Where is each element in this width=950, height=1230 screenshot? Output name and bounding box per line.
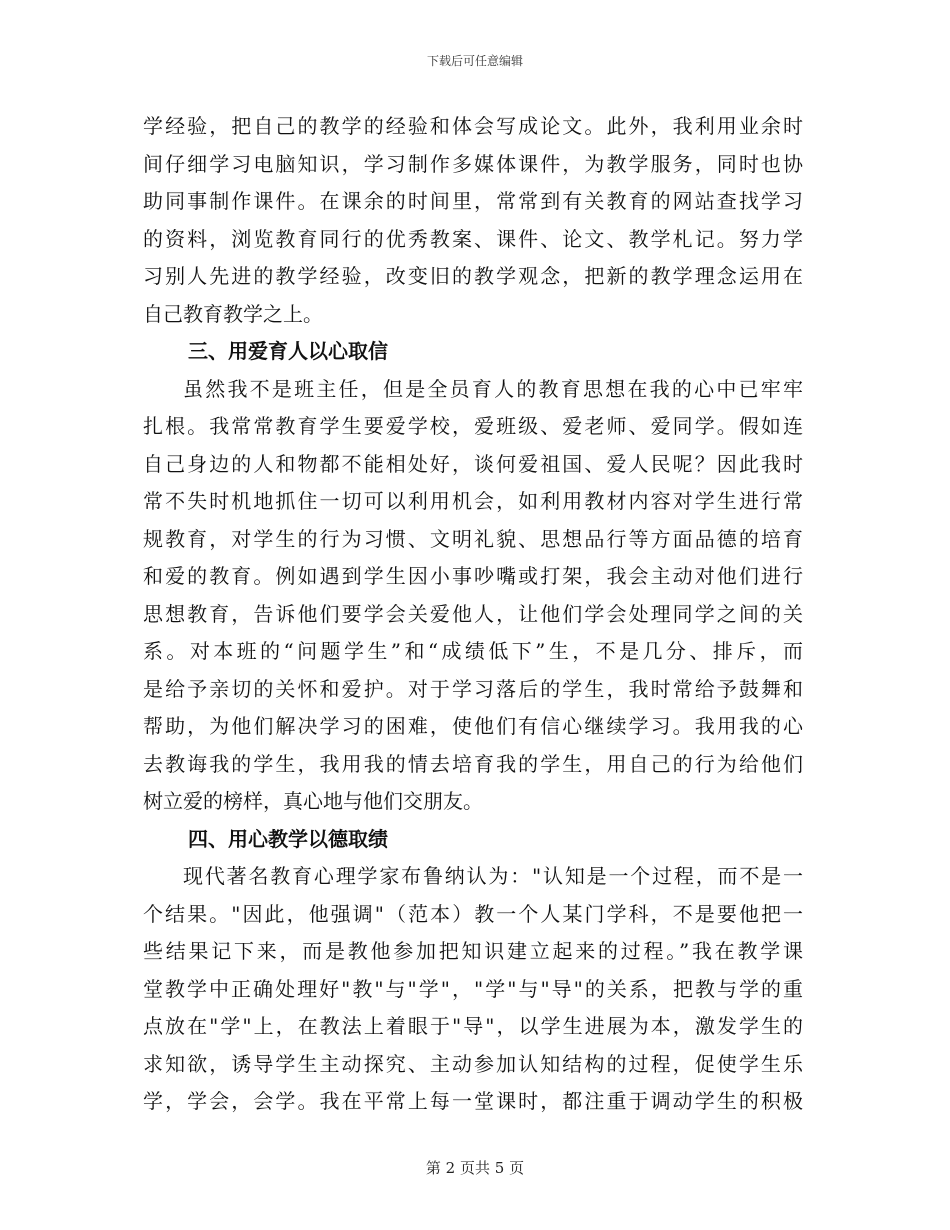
text-line: 求知欲，诱导学生主动探究、主动参加认知结构的过程，促使学生乐 <box>143 1051 803 1076</box>
text-line: 学，学会，会学。我在平常上每一堂课时，都注重于调动学生的积极 <box>143 1089 803 1113</box>
text-line: 去教诲我的学生，我用我的情去培育我的学生，用自己的行为给他们 <box>143 751 803 776</box>
text-line: 常不失时机地抓住一切可以利用机会，如利用教材内容对学生进行常 <box>143 489 803 513</box>
paragraph-1 <box>143 108 803 333</box>
text-line: 虽然我不是班主任，但是全员育人的教育思想在我的心中已牢牢 <box>183 376 803 401</box>
text-line: 点放在"学"上，在教法上着眼于"导"，以学生进展为本，激发学生的 <box>143 1014 803 1038</box>
text-line: 个结果。"因此，他强调"（范本）教一个人某门学科，不是要他把一 <box>143 901 803 926</box>
text-line: 间仔细学习电脑知识，学习制作多媒体课件，为教学服务，同时也协 <box>143 151 803 176</box>
text-line: 助同事制作课件。在课余的时间里，常常到有关教育的网站查找学习 <box>143 189 803 213</box>
page-footer: 第 2 页共 5 页 <box>425 1159 525 1177</box>
text-line: 现代著名教育心理学家布鲁纳认为："认知是一个过程，而不是一 <box>183 864 803 888</box>
text-line: 堂教学中正确处理好"教"与"学"，"学"与"导"的关系，把教与学的重 <box>143 976 803 1001</box>
text-line: 系。对本班的“问题学生”和“成绩低下”生，不是几分、排斥，而 <box>143 639 803 663</box>
text-line: 是给予亲切的关怀和爱护。对于学习落后的学生，我时常给予鼓舞和 <box>143 676 803 701</box>
text-line: 学经验，把自己的教学的经验和体会写成论文。此外，我利用业余时 <box>143 114 803 138</box>
text-line: 自己身边的人和物都不能相处好，谈何爱祖国、爱人民呢？因此我时 <box>143 451 803 476</box>
text-line: 些结果记下来，而是教他参加把知识建立起来的过程。”我在教学课 <box>143 939 803 963</box>
text-line: 自己教育教学之上。 <box>143 301 323 326</box>
text-line: 习别人先进的教学经验，改变旧的教学观念，把新的教学理念运用在 <box>143 264 803 288</box>
paragraph-2 <box>143 371 803 821</box>
text-line: 的资料，浏览教育同行的优秀教案、课件、论文、教学札记。努力学 <box>143 226 803 251</box>
document-body <box>143 108 803 1121</box>
section-heading-4: 四、用心教学以德取绩 <box>188 826 388 851</box>
text-line: 扎根。我常常教育学生要爱学校，爱班级、爱老师、爱同学。假如连 <box>143 414 803 438</box>
page-header: 下载后可任意编辑 <box>426 54 523 68</box>
text-line: 思想教育，告诉他们要学会关爱他人，让他们学会处理同学之间的关 <box>143 601 803 626</box>
section-heading-3: 三、用爱育人以心取信 <box>188 339 388 363</box>
text-line: 树立爱的榜样，真心地与他们交朋友。 <box>143 789 483 813</box>
text-line: 和爱的教育。例如遇到学生因小事吵嘴或打架，我会主动对他们进行 <box>143 564 803 588</box>
text-line: 帮助，为他们解决学习的困难，使他们有信心继续学习。我用我的心 <box>143 714 803 738</box>
paragraph-3 <box>143 858 803 1121</box>
text-line: 规教育，对学生的行为习惯、文明礼貌、思想品行等方面品德的培育 <box>143 526 803 551</box>
